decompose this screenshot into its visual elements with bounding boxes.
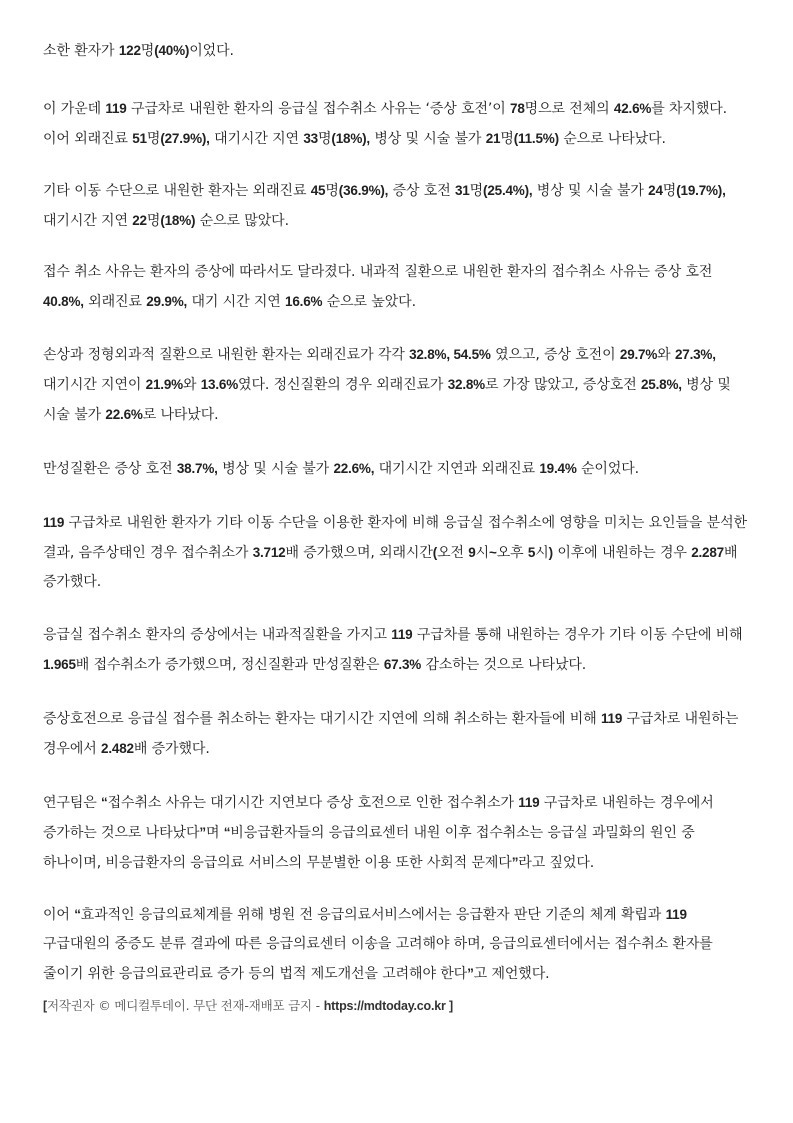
bold-figure: ( [432,545,438,560]
text-run: 대기시간 지연과 외래진료 [374,461,540,477]
text-run: 대기 시간 지연 [187,294,286,310]
bold-figure: (27.9%), [160,131,210,146]
text-run: 라고 짚었다. [518,855,595,871]
copyright-notice [43,996,453,1014]
bold-figure: 32.8% [447,377,485,392]
bold-figure: 22 [132,213,147,228]
bold-figure: “ [74,907,81,922]
bold-figure: 119 [518,795,540,810]
text-run: 증상 호전 [388,183,455,199]
text-run: 배 접수취소가 증가했으며, 정신질환과 만성질환은 [75,657,384,673]
bold-figure: (19.7%), [676,183,726,198]
bold-figure: 122 [118,43,141,58]
paragraph [43,454,639,484]
bold-figure: ” [467,966,474,981]
text-run: 접수취소 사유는 대기시간 지연보다 증상 호전으로 인한 접수취소가 [107,795,519,811]
text-run: 순으로 나타났다. [558,131,666,147]
bold-figure: 24 [648,183,663,198]
text-run: 명 [317,131,332,147]
text-run: 시 [475,545,490,561]
text-run: 오후 [496,545,528,561]
text-run: 순이었다. [576,461,640,477]
bold-figure: 5 [527,545,536,560]
bold-figure: 119 [43,515,65,530]
text-run: 효과적인 응급의료체계를 위해 병원 전 응급의료서비스에서는 응급환자 판단 기준의 체계 확립과 [80,907,666,923]
text-run: 만성질환은 증상 호전 [43,461,177,477]
text-run: 였으고, 증상 호전이 [490,347,620,363]
paragraph [43,340,753,430]
paragraph [43,258,753,317]
text-run: 이후에 내원하는 경우 [552,545,692,561]
bold-figure: (18%) [160,213,196,228]
bold-figure: (11.5%) [513,131,559,146]
bold-figure: 42.6% [613,101,652,116]
paragraph [43,788,753,878]
text-run: 구급차를 통해 내원하는 경우가 기타 이동 수단에 비해 [412,627,743,643]
bold-figure: 22.6% [105,407,143,422]
bold-figure: “ [223,825,231,840]
text-run: 명 [662,183,677,199]
text-run: 배 증가했다. [43,545,738,590]
bold-figure: (36.9%), [338,183,389,198]
paragraph [43,36,234,66]
text-run: 명 [469,183,484,199]
text-run: 명 [325,183,339,199]
text-run: 명 [140,43,155,59]
text-run: 구급차로 내원하는 경우에서 증가하는 것으로 나타났다 [43,795,714,841]
bold-figure: 16.6% [285,294,323,309]
text-run: 대기시간 지연 [43,213,133,229]
text-run: 구급차로 내원한 환자가 기타 이동 수단을 이용한 환자에 비해 응급실 접수취소에 영향을 미치는 요인들을 분석한 결과, 음주상태인 경우 접수취소가 [43,515,747,561]
bold-figure: (18%), [331,131,370,146]
paragraph [43,620,753,680]
bold-figure: “ [101,795,108,810]
text-run: 이어 [43,907,75,923]
text-run: 병상 및 시술 불가 [217,461,334,477]
bold-figure: 119 [665,907,687,922]
bold-figure: (40%) [154,43,190,58]
text-run: 명 [146,213,161,229]
text-run: 시 [535,545,549,561]
paragraph [43,94,753,154]
text-run: 며 [205,825,224,841]
bold-figure: ~ [489,545,497,560]
text-run: 순으로 많았다. [195,213,289,229]
paragraph [43,508,753,597]
bold-figure: 32.8%, 54.5% [409,347,491,362]
text-run: 비응급환자들의 응급의료센터 내원 이후 접수취소는 응급실 과밀화의 원인 중 하나이며, 비응급환자의 응급의료 서비스의 무분별한 이용 또한 사회적 문제다 [43,825,695,871]
bold-figure: 29.7% [619,347,658,362]
text-run: 응급실 접수취소 환자의 증상에서는 내과적질환을 가지고 [43,627,392,643]
bold-figure: 21.9% [145,377,183,392]
bold-figure: 40.8%, [43,294,84,309]
paragraph [43,704,753,764]
bold-figure: 67.3% [383,657,422,672]
text-run: 기타 이동 수단으로 내원한 환자는 외래진료 [43,183,311,199]
text-run: 로 가장 많았고, 증상호전 [484,377,641,393]
text-run: 대기시간 지연이 [43,377,146,393]
bold-figure: 25.8%, [640,377,682,392]
bold-figure: 33 [303,131,318,146]
site-url-link[interactable]: https://mdtoday.co.kr [323,999,446,1013]
text-run: 고 제언했다. [473,966,550,982]
text-run: 와 [657,347,675,363]
bold-figure: 2.482 [101,741,134,756]
bold-figure: 119 [105,101,127,116]
text-run: 와 [182,377,201,393]
bold-figure: ) [548,545,553,560]
bold-figure: ” [199,825,206,840]
text-run: 감소하는 것으로 나타났다. [421,657,587,673]
bold-figure: 2.287 [691,545,724,560]
text-run: 를 차지했다. 이어 외래진료 [43,101,728,147]
bold-figure: 78 [510,101,525,116]
bold-figure: 22.6%, [333,461,375,476]
text-run: 구급차로 내원하는 경우에서 [43,711,739,757]
bold-figure: 21 [485,131,501,146]
text-run: 배 증가했다. [133,741,210,757]
text-run: 병상 및 시술 불가 [43,377,731,423]
text-run: 손상과 정형외과적 질환으로 내원한 환자는 외래진료가 각각 [43,347,410,363]
bold-figure: 38.7%, [176,461,218,476]
bold-figure: 3.712 [252,545,286,560]
text-run: 접수 취소 사유는 환자의 증상에 따라서도 달라졌다. 내과적 질환으로 내원한 환자의 접수취소 사유는 증상 호전 [43,264,713,280]
copyright-open-bracket: [ [43,999,47,1013]
bold-figure: 1.965 [43,657,76,672]
text-run: 순으로 높았다. [322,294,416,310]
bold-figure: (25.4%), [483,183,533,198]
bold-figure: 119 [600,711,623,726]
text-run: 이었다. [189,43,234,59]
text-run: 구급대원의 중증도 분류 결과에 따른 응급의료센터 이송을 고려해야 하며, 응급의료센터에서는 접수취소 환자를 줄이기 위한 응급의료관리료 증가 등의 법적 제도개선을 고려해야 한다 [43,936,713,982]
bold-figure: 9 [468,545,476,560]
copyright-text: 저작권자 © 메디컬투데이. 무단 전재-재배포 금지 - [46,998,324,1013]
text-run: 증상호전으로 응급실 접수를 취소하는 환자는 대기시간 지연에 의해 취소하는 환자들에 비해 [43,711,601,727]
text-run: 명 [146,131,161,147]
bold-figure: 51 [132,131,147,146]
paragraph [43,176,753,236]
text-run: 명 [500,131,514,147]
text-run: 연구팀은 [43,795,102,811]
bold-figure: 29.9%, [146,294,188,309]
text-run: 병상 및 시술 불가 [369,131,486,147]
text-run: 병상 및 시술 불가 [532,183,649,199]
text-run: 오전 [437,545,469,561]
text-run: 였다. 정신질환의 경우 외래진료가 [238,377,448,393]
bold-figure: 119 [391,627,413,642]
text-run: 로 나타났다. [142,407,219,423]
bold-figure: 27.3%, [674,347,716,362]
text-run: 대기시간 지연 [209,131,304,147]
copyright-close-bracket: ] [445,999,453,1013]
text-run: 배 증가했으며, 외래시간 [285,545,433,561]
text-run: 소한 환자가 [43,43,119,59]
bold-figure: ” [511,855,519,870]
text-run: 이 가운데 [43,101,106,117]
paragraph [43,900,753,989]
bold-figure: 13.6% [200,377,239,392]
text-run: 구급차로 내원한 환자의 응급실 접수취소 사유는 ‘증상 호전’이 [126,101,511,117]
bold-figure: 45 [310,183,326,198]
bold-figure: 19.4% [539,461,577,476]
text-run: 명으로 전체의 [524,101,614,117]
text-run: 외래진료 [83,294,147,310]
bold-figure: 31 [454,183,470,198]
